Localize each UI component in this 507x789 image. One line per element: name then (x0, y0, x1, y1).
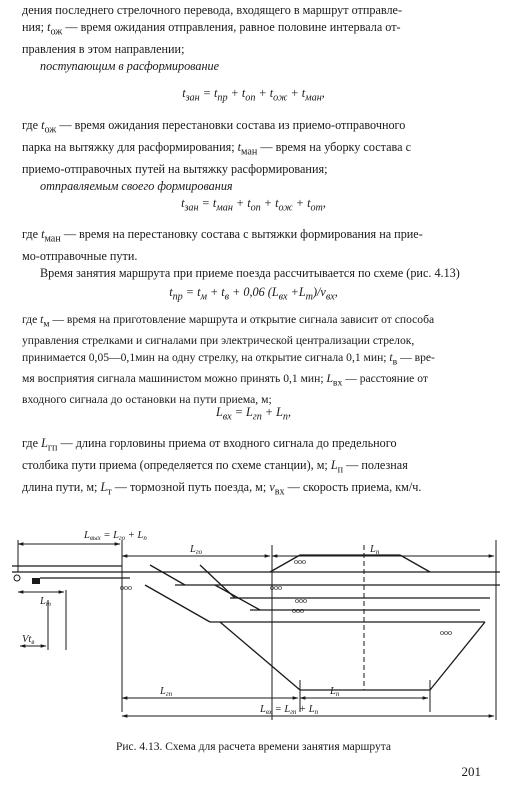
label-lvh: Lвх = Lгп + Lп (260, 704, 319, 716)
para-5c: принимается 0,05—0,1мин на одну стрелку, на открытие сигнала 0,1 мин; $t_в$ — вре- (22, 350, 435, 368)
para-4: Время занятия маршрута при приеме поезда рассчитывается по схеме (рис. 4.13) (40, 266, 460, 281)
para-2c: приемо-отправочных путей на вытяжку расформирования; (22, 162, 328, 177)
page-number: 201 (461, 764, 481, 779)
para-6b: столбика пути приема (определяется по схеме станции), м; $L_п$ — полезная (22, 458, 408, 476)
signal-dots-2: ooo (270, 583, 282, 592)
para-2b: парка на вытяжку для расформирования; $t_{ман}$ — время на уборку состава с (22, 140, 411, 158)
formula-4: $L_{вх} = L_{гп} + L_п$, (215, 405, 292, 423)
line-2: ния; $t_{ож}$ — время ожидания отправления, равное половине интервала от- (22, 19, 401, 38)
para-5a: где $t_м$ — время на приготовление маршрута и открытие сигнала зависит от способа (22, 313, 435, 330)
heading-own-formation: отправляемым своего формирования (40, 179, 233, 194)
signal-dots-6: ooo (440, 628, 452, 637)
signal-dots-3: ooo (295, 596, 307, 605)
entry-signal-icon (14, 575, 20, 581)
para-2a: где $t_{ож}$ — время ожидания перестановки состава из приемо-отправочного (22, 118, 406, 136)
label-lvyh: Lвых = Lго + Lп (84, 530, 147, 542)
label-lgo: Lго (190, 544, 203, 556)
para-6a: где $L_{гп}$ — длина горловины приема от входного сигнала до предельного (22, 436, 397, 454)
formula-1: $t_{зан} = t_{пр} + t_{оп} + t_{ож} + t_{ман}$, (182, 86, 325, 104)
line-3: правления в этом направлении; (22, 42, 185, 57)
figure-caption: Рис. 4.13. Схема для расчета времени занятия маршрута (115, 741, 392, 753)
signal-dots-4: ooo (292, 606, 304, 615)
signal-dots-5: ooo (294, 557, 306, 566)
line-1: дения последнего стрелочного перевода, входящего в маршрут отправле- (22, 3, 403, 17)
train-symbol (32, 578, 40, 584)
label-lp-bottom: Lп (330, 686, 340, 698)
para-5b: управления стрелками и сигналами при электрической централизации стрелок, (22, 334, 415, 348)
para-5e: входного сигнала до остановки на пути приема, м; (22, 393, 272, 407)
para-3a: где $t_{ман}$ — время на перестановку состава с вытяжки формирования на прие- (22, 227, 423, 245)
label-lp-top: Lп (370, 544, 380, 556)
signal-dots-1: ooo (120, 583, 132, 592)
para-6c: длина пути, м; $L_т$ — тормозной путь поезда, м; $v_{вх}$ — скорость приема, км/ч. (22, 480, 422, 498)
para-3b: мо-отправочные пути. (22, 249, 138, 264)
formula-2: $t_{зан} = t_{ман} + t_{оп} + t_{ож} + t_{от}$, (181, 196, 326, 214)
formula-3: $t_{пр} = t_м + t_в + 0,06$ $(L_{вх} +L_т)/v_{вх}$, (169, 285, 338, 303)
tracks (12, 555, 500, 690)
label-vt: Vtв (22, 634, 35, 646)
label-lgp: Lгп (160, 686, 173, 698)
heading-incoming: поступающим в расформирование (40, 58, 220, 73)
para-5d: мя восприятия сигнала машинистом можно принять 0,1 мин; $L_{вх}$ — расстояние от (22, 372, 428, 389)
label-lt: Lт (40, 596, 51, 608)
